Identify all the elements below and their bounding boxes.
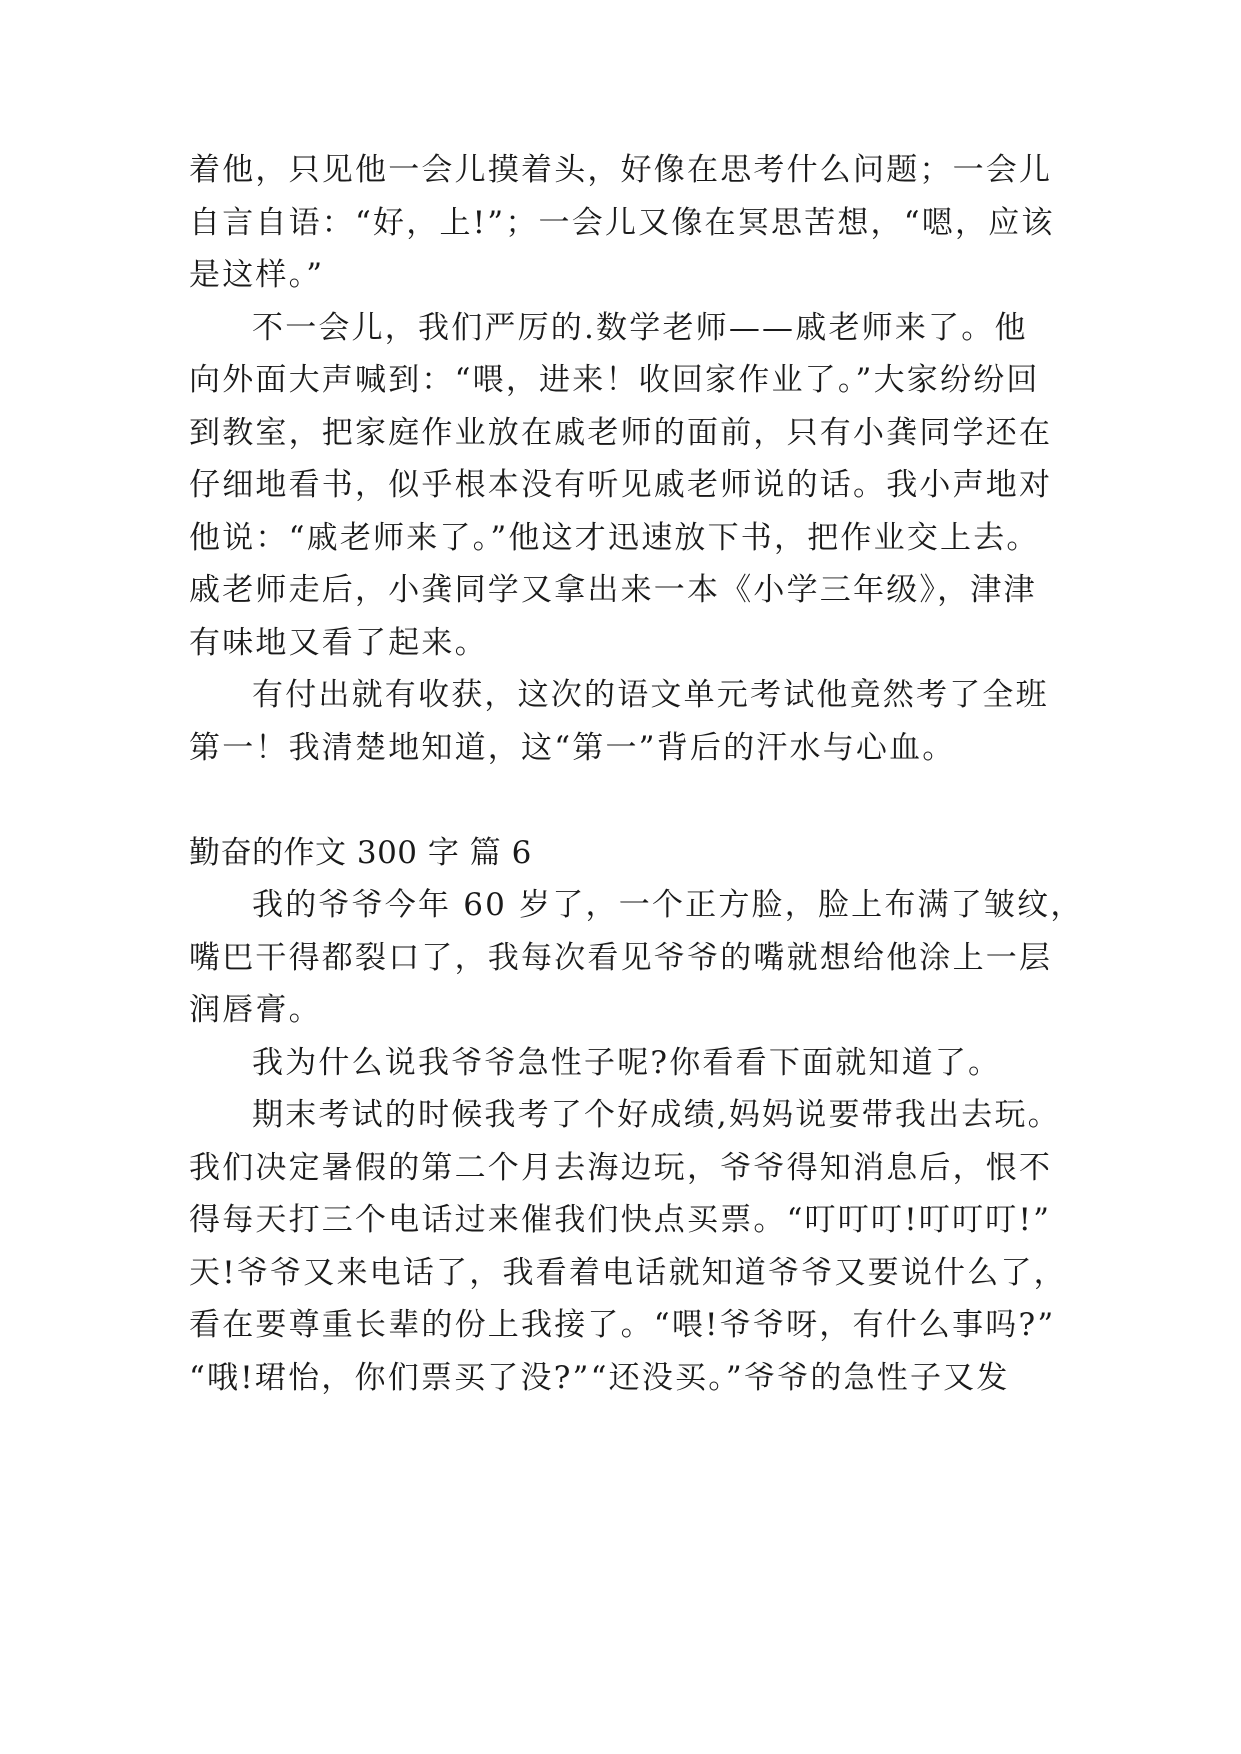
text-line: 天!爷爷又来电话了，我看着电话就知道爷爷又要说什么了，	[189, 1255, 1067, 1291]
text-line: 到教室，把家庭作业放在戚老师的面前，只有小龚同学还在	[189, 415, 1053, 451]
text-line: 有味地又看了起来。	[189, 625, 488, 661]
text-line: 他说：“戚老师来了。”他这才迅速放下书，把作业交上去。	[189, 520, 1040, 556]
text-line: 仔细地看书，似乎根本没有听见戚老师说的话。我小声地对	[189, 467, 1053, 503]
text-line: 是这样。”	[189, 257, 325, 293]
text-line: 嘴巴干得都裂口了，我每次看见爷爷的嘴就想给他涂上一层	[189, 940, 1053, 976]
text-line: 有付出就有收获，这次的语文单元考试他竟然考了全班	[252, 677, 1049, 713]
text-line: 自言自语：“好，上!”；一会儿又像在冥思苦想，“嗯，应该	[189, 205, 1055, 241]
text-line: 戚老师走后，小龚同学又拿出来一本《小学三年级》，津津	[189, 572, 1037, 608]
text-line: 着他，只见他一会儿摸着头，好像在思考什么问题；一会儿	[189, 152, 1053, 188]
text-line: 看在要尊重长辈的份上我接了。“喂!爷爷呀，有什么事吗?”	[189, 1307, 1056, 1343]
text-line: 我为什么说我爷爷急性子呢?你看看下面就知道了。	[252, 1045, 1002, 1081]
text-line: 期末考试的时候我考了个好成绩,妈妈说要带我出去玩。	[252, 1097, 1061, 1133]
text-line: 不一会儿，我们严厉的.数学老师——戚老师来了。他	[252, 310, 1028, 346]
text-line: 我的爷爷今年 60 岁了，一个正方脸，脸上布满了皱纹，	[252, 887, 1084, 923]
text-line: 得每天打三个电话过来催我们快点买票。“叮叮叮!叮叮叮!”	[189, 1202, 1052, 1238]
section-heading: 勤奋的作文 300 字 篇 6	[189, 835, 532, 871]
text-line: 向外面大声喊到：“喂，进来！收回家作业了。”大家纷纷回	[189, 362, 1040, 398]
text-line: 第一！我清楚地知道，这“第一”背后的汗水与心血。	[189, 730, 956, 766]
text-line: 润唇膏。	[189, 992, 322, 1028]
text-line: “哦!珺怡，你们票买了没?”“还没买。”爷爷的急性子又发	[189, 1360, 1010, 1396]
text-line: 我们决定暑假的第二个月去海边玩，爷爷得知消息后，恨不	[189, 1150, 1053, 1186]
